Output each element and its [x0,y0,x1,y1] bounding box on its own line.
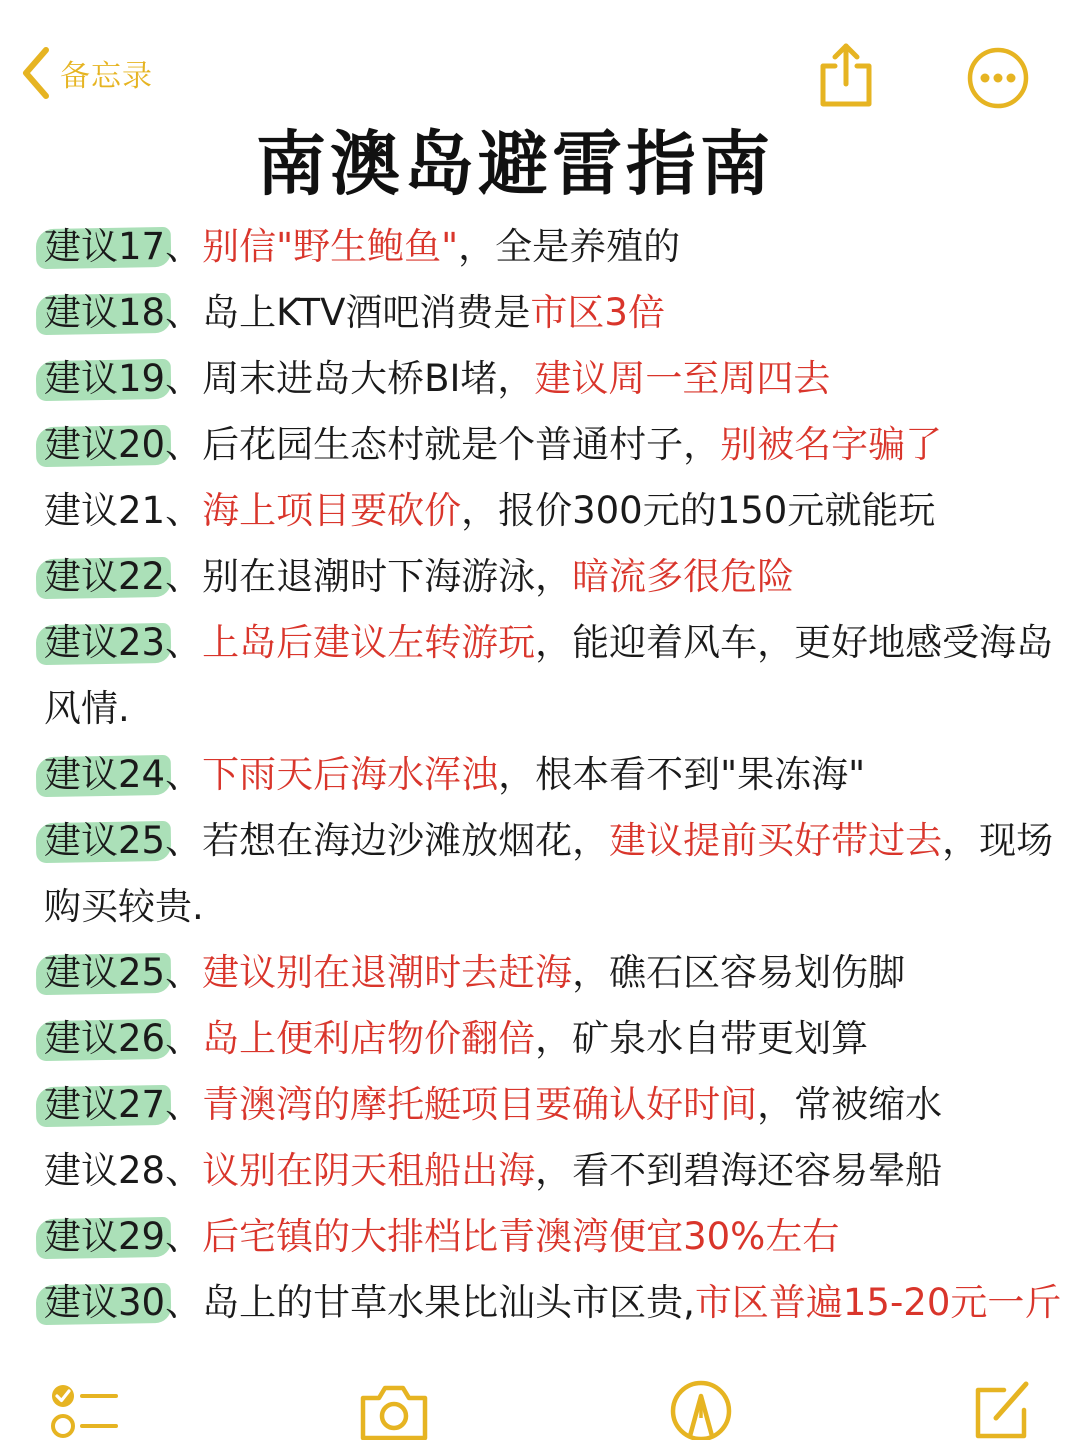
list-item [44,412,1054,478]
item-warning-text: 暗流多很危险 [572,555,795,598]
list-item [44,940,1054,1006]
checklist-icon[interactable] [50,1382,120,1438]
list-item [44,1270,1062,1336]
item-label: 建议28 [44,1149,166,1192]
list-item [44,478,1054,544]
item-label: 建议25 [44,940,165,1006]
item-separator: 、 [165,357,203,400]
item-text: 岛上的甘草水果比汕头市区贵, [202,1281,695,1324]
back-button[interactable] [18,44,153,102]
item-separator: 、 [165,621,203,664]
item-label: 建议24 [44,742,165,808]
item-separator: 、 [165,423,203,466]
item-warning-text: 后宅镇的大排档比青澳湾便宜30%左右 [202,1215,840,1258]
item-label: 建议18 [44,280,165,346]
item-separator: 、 [165,1017,203,1060]
camera-icon[interactable] [355,1380,433,1440]
compose-icon[interactable] [970,1378,1034,1440]
list-item [44,544,1054,610]
item-warning-text: 海上项目要砍价 [202,489,462,532]
item-warning-text: 上岛后建议左转游玩 [202,621,536,664]
item-separator: 、 [165,1215,203,1258]
item-text: ，矿泉水自带更划算 [535,1017,869,1060]
back-label: 备忘录 [60,59,153,94]
item-separator: 、 [165,1281,203,1324]
list-item [44,1204,1054,1270]
item-label: 建议21 [44,489,166,532]
item-warning-text: 建议周一至周四去 [534,357,831,400]
item-separator: 、 [165,1149,203,1192]
item-warning-text: 市区3倍 [530,291,665,334]
item-label: 建议30 [44,1270,165,1336]
item-text: ，礁石区容易划伤脚 [572,951,906,994]
item-warning-text: 别信"野生鲍鱼" [202,225,459,268]
item-warning-text: 下雨天后海水浑浊 [202,753,499,796]
list-item [44,1138,1054,1204]
item-warning-text: 建议别在退潮时去赶海 [202,951,573,994]
item-warning-text: 岛上便利店物价翻倍 [202,1017,536,1060]
markup-pen-icon[interactable] [668,1378,734,1440]
list-item [44,742,1054,808]
more-icon[interactable] [966,46,1030,110]
item-label: 建议19 [44,346,165,412]
note-title: 南澳岛避雷指南 [256,123,774,205]
item-text: ，现场购买较贵. [44,819,1054,928]
item-separator: 、 [165,225,203,268]
chevron-left-icon [18,44,52,102]
list-item [44,280,1054,346]
item-text: 岛上KTV酒吧消费是 [202,291,531,334]
list-item [44,346,1054,412]
top-navigation-bar [0,0,1080,110]
share-icon[interactable] [815,40,877,110]
item-label: 建议26 [44,1006,165,1072]
item-text: ，能迎着风车，更好地感受海岛风情. [44,621,1054,730]
item-label: 建议29 [44,1204,165,1270]
item-warning-text: 建议提前买好带过去 [609,819,943,862]
list-item [44,610,1054,742]
item-separator: 、 [165,819,203,862]
item-label: 建议23 [44,610,165,676]
item-separator: 、 [165,753,203,796]
item-separator: 、 [165,291,203,334]
list-item [44,1072,1054,1138]
item-label: 建议17 [44,214,165,280]
item-text: 周末进岛大桥BI堵， [202,357,535,400]
item-separator: 、 [165,489,203,532]
item-warning-text: 青澳湾的摩托艇项目要确认好时间 [202,1083,758,1126]
item-text: ，全是养殖的 [458,225,681,268]
item-label: 建议20 [44,412,165,478]
item-label: 建议25 [44,808,165,874]
list-item [44,214,1054,280]
bottom-toolbar [0,1370,1080,1440]
item-text: ，看不到碧海还容易晕船 [535,1149,943,1192]
item-text: 后花园生态村就是个普通村子， [202,423,721,466]
list-item [44,1006,1054,1072]
item-text: ，报价300元的150元就能玩 [461,489,936,532]
item-text: ，常被缩水 [757,1083,943,1126]
item-text: 别在退潮时下海游泳， [202,555,573,598]
item-label: 建议22 [44,544,165,610]
item-separator: 、 [165,951,203,994]
item-separator: 、 [165,555,203,598]
item-warning-text: 市区普遍15-20元一斤 [694,1281,1062,1324]
item-text: ，根本看不到"果冻海" [498,753,866,796]
list-item [44,808,1054,940]
note-body [44,214,1062,1336]
item-label: 建议27 [44,1072,165,1138]
item-warning-text: 议别在阴天租船出海 [202,1149,536,1192]
item-text: 若想在海边沙滩放烟花， [202,819,610,862]
item-warning-text: 别被名字骗了 [720,423,943,466]
item-separator: 、 [165,1083,203,1126]
